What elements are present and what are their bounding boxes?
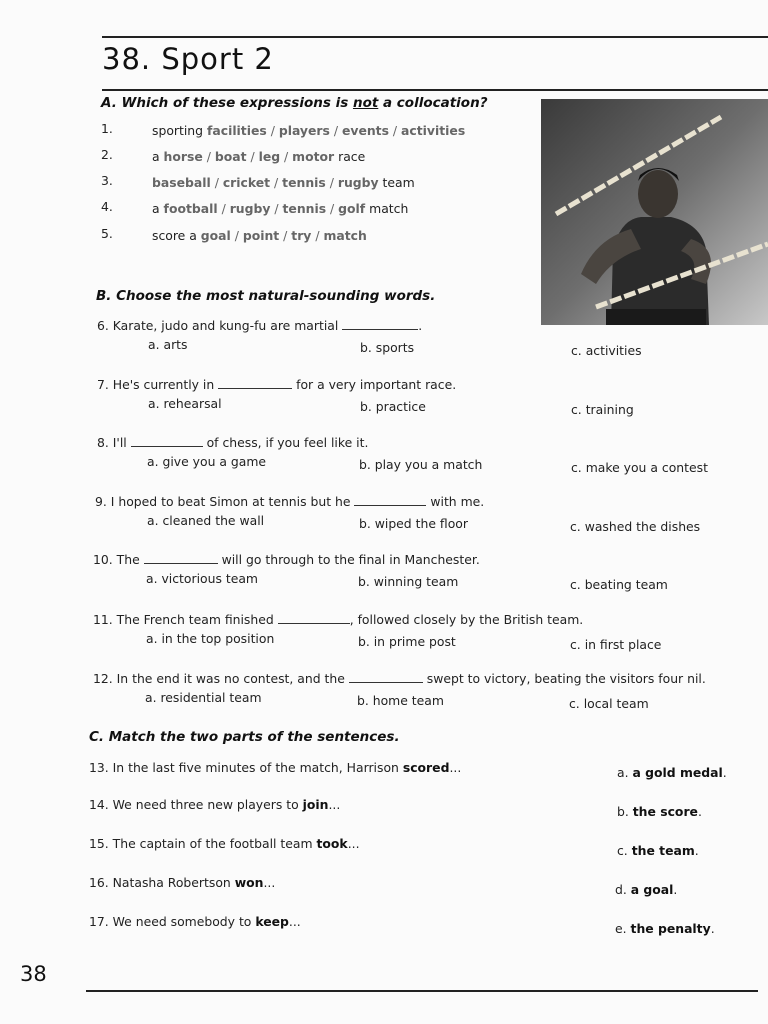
- option-separator: /: [202, 149, 215, 164]
- option-separator: /: [325, 175, 338, 190]
- option-separator: /: [246, 149, 259, 164]
- question-text: [97, 435, 368, 450]
- answer-blank: [278, 613, 350, 624]
- collocation-option: cricket: [222, 175, 271, 190]
- ellipsis: ...: [288, 914, 301, 929]
- ending-phrase: the penalty: [630, 921, 711, 936]
- ending-letter: a.: [617, 765, 633, 780]
- question-suffix: for a very important race.: [292, 377, 457, 392]
- sentence-ending: [617, 765, 727, 780]
- option-separator: /: [266, 123, 279, 138]
- sentence-text: 14. We need three new players to: [89, 797, 303, 812]
- option-a: a. cleaned the wall: [147, 513, 265, 528]
- sentence-text: 15. The captain of the football team: [89, 836, 317, 851]
- collocation-option: baseball: [152, 175, 211, 190]
- section-c-heading: C. Match the two parts of the sentences.: [89, 729, 400, 745]
- sentence-text: 16. Natasha Robertson: [89, 875, 235, 890]
- question-prefix: 9. I hoped to beat Simon at tennis but he: [95, 494, 355, 509]
- question-text: [93, 552, 480, 567]
- sentence-text: 17. We need somebody to: [89, 914, 256, 929]
- option-b: b. in prime post: [358, 634, 456, 649]
- collocation-option: horse: [163, 149, 203, 164]
- collocation-option: activities: [401, 123, 466, 138]
- item-number: 4.: [101, 199, 113, 214]
- option-separator: /: [270, 175, 283, 190]
- question-suffix: , followed closely by the British team.: [349, 612, 584, 627]
- item-number: 3.: [101, 173, 113, 188]
- ending-period: .: [710, 921, 715, 936]
- option-a: a. arts: [148, 337, 188, 352]
- collocation-option: match: [323, 228, 367, 243]
- option-separator: /: [388, 123, 402, 138]
- option-separator: /: [230, 228, 243, 243]
- option-separator: /: [279, 228, 292, 243]
- option-b: b. wiped the floor: [359, 516, 468, 531]
- ending-phrase: a goal: [630, 882, 674, 897]
- item-suffix: team: [378, 175, 415, 190]
- section-b-heading: B. Choose the most natural-sounding words.: [96, 288, 436, 304]
- option-b: b. sports: [360, 340, 415, 355]
- option-c: c. activities: [571, 343, 642, 358]
- option-separator: /: [326, 201, 339, 216]
- key-verb: join: [302, 797, 329, 812]
- ending-period: .: [722, 765, 727, 780]
- collocation-item: [152, 149, 365, 164]
- ending-letter: c.: [617, 843, 632, 858]
- karate-athlete-photo: [541, 99, 768, 325]
- collocation-option: try: [291, 228, 312, 243]
- option-a: a. residential team: [145, 690, 262, 705]
- collocation-option: rugby: [229, 201, 271, 216]
- collocation-option: motor: [292, 149, 335, 164]
- ending-letter: b.: [617, 804, 633, 819]
- collocation-option: players: [278, 123, 330, 138]
- collocation-item: [152, 228, 367, 243]
- athlete-illustration: [541, 99, 768, 325]
- key-verb: scored: [402, 760, 450, 775]
- collocation-option: boat: [214, 149, 247, 164]
- item-number: 5.: [101, 226, 113, 241]
- sentence-ending: [617, 804, 702, 819]
- item-number: 1.: [101, 121, 113, 136]
- question-text: [93, 671, 706, 686]
- ending-period: .: [673, 882, 678, 897]
- page-number: 38: [20, 962, 47, 986]
- sentence-start: [89, 914, 301, 929]
- question-prefix: 7. He's currently in: [97, 377, 219, 392]
- collocation-option: football: [163, 201, 218, 216]
- top-rule: [102, 36, 768, 38]
- item-suffix: race: [334, 149, 366, 164]
- key-verb: won: [234, 875, 264, 890]
- sentence-start: [89, 760, 461, 775]
- collocation-item: [152, 123, 465, 138]
- collocation-option: tennis: [282, 201, 327, 216]
- question-prefix: 6. Karate, judo and kung-fu are martial: [97, 318, 343, 333]
- option-a: a. victorious team: [146, 571, 259, 586]
- option-separator: /: [217, 201, 230, 216]
- sentence-text: 13. In the last five minutes of the match, Harrison: [89, 760, 403, 775]
- key-verb: keep: [255, 914, 289, 929]
- option-separator: /: [210, 175, 223, 190]
- ellipsis: ...: [347, 836, 360, 851]
- sentence-ending: [615, 882, 677, 897]
- answer-blank: [144, 553, 218, 564]
- answer-blank: [354, 495, 426, 506]
- option-c: c. local team: [569, 696, 649, 711]
- ellipsis: ...: [263, 875, 276, 890]
- question-prefix: 11. The French team finished: [93, 612, 278, 627]
- option-c: c. training: [571, 402, 634, 417]
- ending-phrase: the score: [632, 804, 698, 819]
- collocation-option: tennis: [282, 175, 326, 190]
- collocation-option: rugby: [337, 175, 379, 190]
- answer-blank: [349, 672, 423, 683]
- collocation-option: goal: [200, 228, 231, 243]
- item-prefix: a: [152, 201, 164, 216]
- question-prefix: 8. I'll: [97, 435, 131, 450]
- question-suffix: .: [418, 318, 423, 333]
- answer-blank: [218, 378, 292, 389]
- question-text: [97, 377, 456, 392]
- question-text: [93, 612, 583, 627]
- ending-letter: e.: [615, 921, 631, 936]
- sentence-start: [89, 875, 275, 890]
- question-suffix: of chess, if you feel like it.: [202, 435, 369, 450]
- option-a: a. rehearsal: [148, 396, 222, 411]
- option-b: b. practice: [360, 399, 426, 414]
- collocation-option: point: [242, 228, 280, 243]
- section-a-heading: A. Which of these expressions is not a collocation?: [101, 95, 488, 111]
- ellipsis: ...: [449, 760, 462, 775]
- option-a: a. in the top position: [146, 631, 275, 646]
- sentence-ending: [617, 843, 699, 858]
- collocation-option: leg: [258, 149, 281, 164]
- option-separator: /: [270, 201, 283, 216]
- option-a: a. give you a game: [147, 454, 267, 469]
- answer-blank: [131, 436, 203, 447]
- collocation-item: [152, 201, 408, 216]
- sentence-start: [89, 836, 360, 851]
- ending-period: .: [694, 843, 699, 858]
- option-b: b. play you a match: [359, 457, 483, 472]
- title-rule: [102, 89, 768, 91]
- collocation-item: [152, 175, 415, 190]
- collocation-option: events: [341, 123, 389, 138]
- bottom-rule: [86, 990, 758, 992]
- option-separator: /: [311, 228, 324, 243]
- question-prefix: 10. The: [93, 552, 144, 567]
- ending-period: .: [697, 804, 702, 819]
- question-text: [95, 494, 484, 509]
- item-prefix: sporting: [152, 123, 207, 138]
- option-c: c. make you a contest: [571, 460, 708, 475]
- ellipsis: ...: [328, 797, 341, 812]
- collocation-option: golf: [338, 201, 366, 216]
- option-separator: /: [280, 149, 293, 164]
- key-verb: took: [316, 836, 348, 851]
- ending-phrase: a gold medal: [632, 765, 723, 780]
- page-title: 38. Sport 2: [102, 42, 274, 76]
- option-b: b. home team: [357, 693, 444, 708]
- sentence-ending: [615, 921, 715, 936]
- option-c: c. beating team: [570, 577, 668, 592]
- answer-blank: [342, 319, 418, 330]
- item-prefix: a: [152, 149, 164, 164]
- item-prefix: score a: [152, 228, 201, 243]
- collocation-option: facilities: [206, 123, 267, 138]
- option-c: c. in first place: [570, 637, 662, 652]
- option-separator: /: [329, 123, 342, 138]
- ending-letter: d.: [615, 882, 631, 897]
- sentence-start: [89, 797, 340, 812]
- ending-phrase: the team: [631, 843, 695, 858]
- question-suffix: swept to victory, beating the visitors four nil.: [422, 671, 706, 686]
- option-b: b. winning team: [358, 574, 459, 589]
- item-suffix: match: [365, 201, 409, 216]
- option-c: c. washed the dishes: [570, 519, 701, 534]
- question-suffix: with me.: [426, 494, 485, 509]
- question-suffix: will go through to the final in Manchester.: [217, 552, 480, 567]
- question-prefix: 12. In the end it was no contest, and the: [93, 671, 349, 686]
- item-number: 2.: [101, 147, 113, 162]
- question-text: [97, 318, 422, 333]
